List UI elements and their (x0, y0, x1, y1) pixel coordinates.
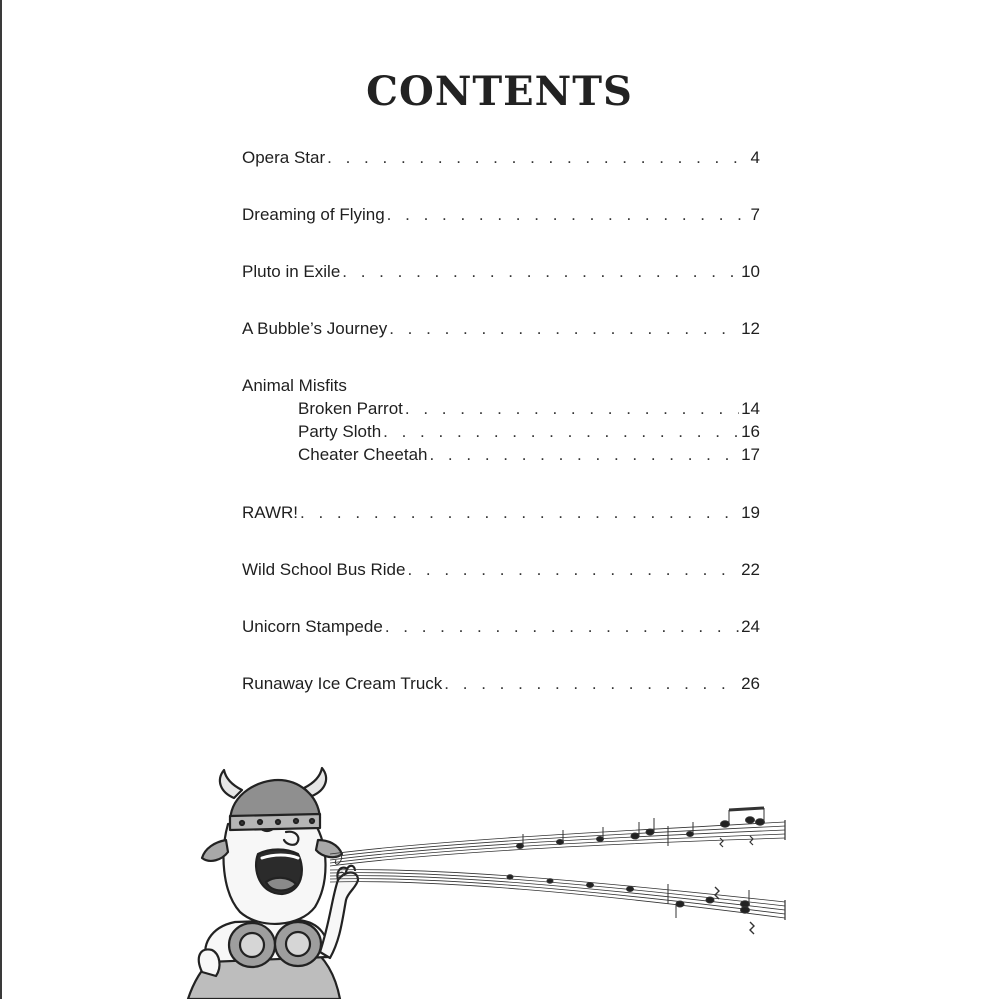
toc-entry-page: 10 (741, 262, 760, 281)
toc-entry-page: 22 (741, 560, 760, 579)
music-staff-notes (330, 808, 785, 934)
toc-entry-page: 19 (741, 503, 760, 522)
toc-entry-a-bubbles-journey[interactable] (242, 318, 760, 340)
dot-leader (429, 444, 739, 466)
toc-subentry-cheater-cheetah[interactable] (298, 444, 760, 466)
toc-entry-label: Cheater Cheetah (298, 445, 428, 464)
toc-entry-wild-school-bus-ride[interactable] (242, 559, 760, 581)
toc-entry-dreaming-of-flying[interactable] (242, 204, 760, 226)
toc-group-heading: Animal Misfits (242, 376, 347, 395)
toc-entry-opera-star[interactable] (242, 147, 760, 169)
toc-subentry-broken-parrot[interactable] (298, 398, 760, 420)
toc-entry-pluto-in-exile[interactable] (242, 261, 760, 283)
viking-opera-singer-illustration (180, 762, 800, 999)
dot-leader (407, 559, 739, 581)
toc-entry-page: 14 (741, 399, 760, 418)
toc-entry-page: 16 (741, 422, 760, 441)
toc-entry-label: Unicorn Stampede (242, 617, 383, 636)
toc-entry-label: Runaway Ice Cream Truck (242, 674, 443, 693)
dot-leader (444, 673, 739, 695)
toc-entry-label: Opera Star (242, 148, 326, 167)
toc-subentry-party-sloth[interactable] (298, 421, 760, 443)
page-edge-rule (0, 0, 2, 999)
toc-entry-page: 24 (741, 617, 760, 636)
dot-leader (405, 398, 739, 420)
toc-entry-page: 7 (750, 205, 760, 224)
dot-leader (385, 616, 739, 638)
toc-entry-runaway-ice-cream-truck[interactable] (242, 673, 760, 695)
page-title: CONTENTS (366, 68, 633, 115)
dot-leader (383, 421, 739, 443)
toc-entry-label: Pluto in Exile (242, 262, 341, 281)
toc-entry-label: Party Sloth (298, 422, 382, 441)
dot-leader (300, 502, 739, 524)
toc-entry-label: Broken Parrot (298, 399, 403, 418)
toc-entry-page: 12 (741, 319, 760, 338)
toc-entry-label: RAWR! (242, 503, 299, 522)
dot-leader (387, 204, 749, 226)
toc-entry-unicorn-stampede[interactable] (242, 616, 760, 638)
toc-entry-label: Wild School Bus Ride (242, 560, 406, 579)
toc-entry-page: 26 (741, 674, 760, 693)
dot-leader (327, 147, 748, 169)
toc-entry-label: A Bubble’s Journey (242, 319, 388, 338)
toc-entry-page: 4 (750, 148, 760, 167)
dot-leader (389, 318, 739, 340)
toc-entry-label: Dreaming of Flying (242, 205, 385, 224)
dot-leader (342, 261, 739, 283)
viking-singer (188, 768, 358, 999)
toc-entry-rawr[interactable] (242, 502, 760, 524)
toc-entry-page: 17 (741, 445, 760, 464)
